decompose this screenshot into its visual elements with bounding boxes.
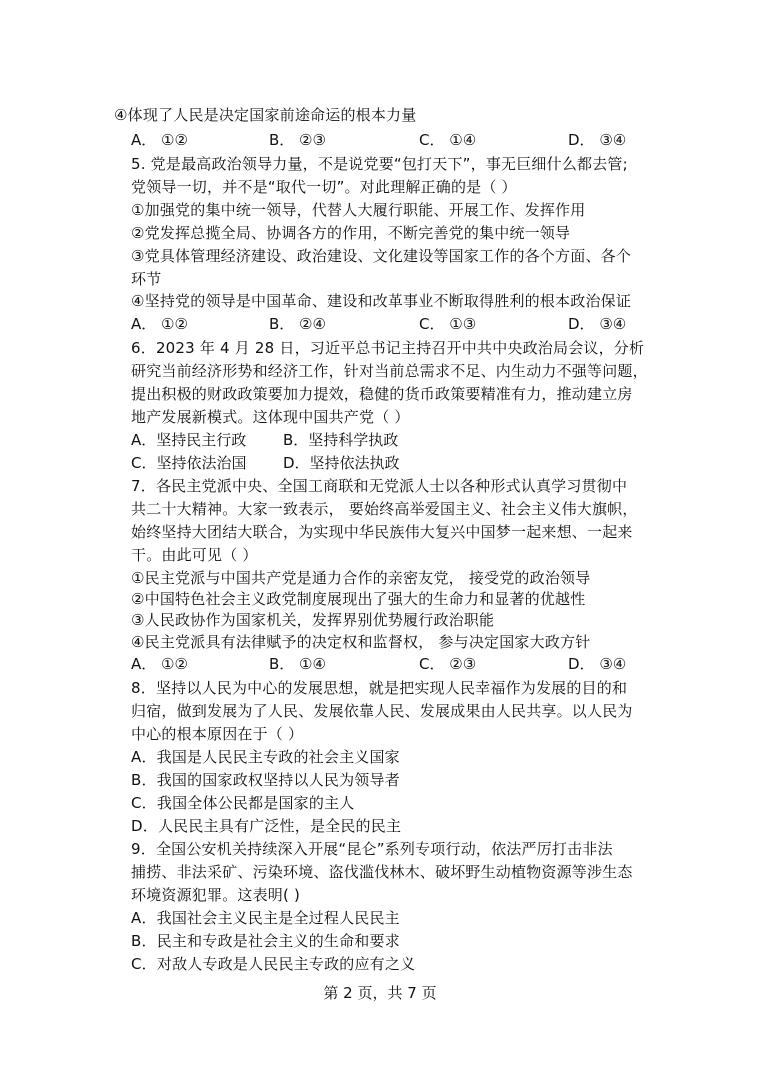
q9-option-b: B．民主和专政是社会主义的生命和要求	[131, 932, 400, 950]
q5-stem-1: 5. 党是最高政治领导力量，不是说党要“包打天下”，事无巨细什么都去管;	[131, 155, 628, 173]
q5-option-b: B． ②④	[269, 315, 326, 333]
q6-option-c: C．坚持依法治国	[131, 454, 247, 472]
q7-option-b: B． ①④	[269, 655, 326, 673]
q7-statement-1: ①民主党派与中国共产党是通力合作的亲密友党， 接受党的政治领导	[131, 569, 591, 587]
q7-options	[131, 653, 631, 675]
q8-option-a: A．我国是人民民主专政的社会主义国家	[131, 748, 400, 766]
q6-option-d: D．坚持依法执政	[283, 454, 400, 472]
q7-option-a: A． ①②	[131, 655, 188, 673]
q8-stem-2: 归宿，做到发展为了人民、发展依靠人民、发展成果由人民共享。以人民为	[131, 702, 633, 720]
q8-stem-1: 8．坚持以人民为中心的发展思想，就是把实现人民幸福作为发展的目的和	[131, 679, 628, 697]
q8-stem-3: 中心的根本原因在于（ ）	[131, 725, 304, 743]
q9-stem-2: 捕捞、非法采矿、污染环境、盗伐滥伐林木、破坏野生动植物资源等涉生态	[131, 863, 633, 881]
q7-option-c: C． ②③	[419, 655, 477, 673]
q8-option-c: C．我国全体公民都是国家的主人	[131, 794, 355, 812]
q7-option-d: D． ③④	[568, 655, 627, 673]
q6-option-b: B．坚持科学执政	[283, 431, 399, 449]
q8-option-b: B．我国的国家政权坚持以人民为领导者	[131, 771, 400, 789]
q4-statement-4: ④体现了人民是决定国家前途命运的根本力量	[114, 106, 417, 124]
q4-options	[131, 129, 631, 151]
q9-stem-1: 9．全国公安机关持续深入开展“昆仑”系列专项行动，依法严厉打击非法	[131, 840, 613, 858]
q5-statement-3-cont: 环节	[131, 270, 162, 288]
q5-statement-3: ③党具体管理经济建设、政治建设、文化建设等国家工作的各个方面、各个	[131, 247, 632, 265]
q5-option-d: D． ③④	[568, 315, 627, 333]
q8-option-d: D．人民民主具有广泛性，是全民的民主	[131, 817, 402, 835]
q6-stem-2: 研究当前经济形势和经济工作，针对当前总需求不足、内生动力不强等问题，	[131, 362, 648, 380]
q5-statement-2: ②党发挥总揽全局、协调各方的作用，不断完善党的集中统一领导	[131, 224, 571, 242]
q7-stem-4: 干。由此可见（ ）	[131, 546, 258, 564]
q5-option-a: A． ①②	[131, 315, 188, 333]
q9-option-a: A．我国社会主义民主是全过程人民民主	[131, 909, 400, 927]
q7-stem-1: 7．各民主党派中央、全国工商联和无党派人士以各种形式认真学习贯彻中	[131, 477, 628, 495]
q5-option-c: C． ①③	[419, 315, 477, 333]
q4-option-d: D． ③④	[568, 131, 627, 149]
q5-options	[131, 313, 631, 335]
page-footer: 第 2 页，共 7 页	[323, 984, 437, 1002]
q9-option-c: C．对敌人专政是人民民主专政的应有之义	[131, 955, 416, 973]
q5-statement-4: ④坚持党的领导是中国革命、建设和改革事业不断取得胜利的根本政治保证	[131, 292, 632, 310]
q7-stem-3: 始终坚持大团结大联合，为实现中华民族伟大复兴中国梦一起来想、一起来	[131, 523, 633, 541]
q7-stem-2: 共二十大精神。大家一致表示， 要始终高举爱国主义、社会主义伟大旗帜，	[131, 500, 638, 518]
q6-option-a: A．坚持民主行政	[131, 431, 247, 449]
q7-statement-2: ②中国特色社会主义政党制度展现出了强大的生命力和显著的优越性	[131, 590, 586, 608]
q5-statement-1: ①加强党的集中统一领导，代替人大履行职能、开展工作、发挥作用	[131, 201, 586, 219]
q4-option-a: A． ①②	[131, 131, 188, 149]
q6-stem-3: 提出积极的财政政策要加力提效，稳健的货币政策要精准有力，推动建立房	[131, 385, 633, 403]
q4-option-c: C． ①④	[419, 131, 477, 149]
q7-statement-4: ④民主党派具有法律赋予的决定权和监督权， 参与决定国家大政方针	[131, 633, 591, 651]
q6-stem-1: 6．2023 年 4 月 28 日，习近平总书记主持召开中共中央政治局会议，分析	[131, 339, 645, 357]
q9-stem-3: 环境资源犯罪。这表明( )	[131, 886, 301, 904]
q6-stem-4: 地产发展新模式。这体现中国共产党（ ）	[131, 408, 410, 426]
q4-option-b: B． ②③	[269, 131, 326, 149]
q7-statement-3: ③人民政协作为国家机关，发挥界别优势履行政治职能	[131, 611, 495, 629]
q5-stem-2: 党领导一切，并不是“取代一切”。对此理解正确的是（ ）	[131, 178, 517, 196]
